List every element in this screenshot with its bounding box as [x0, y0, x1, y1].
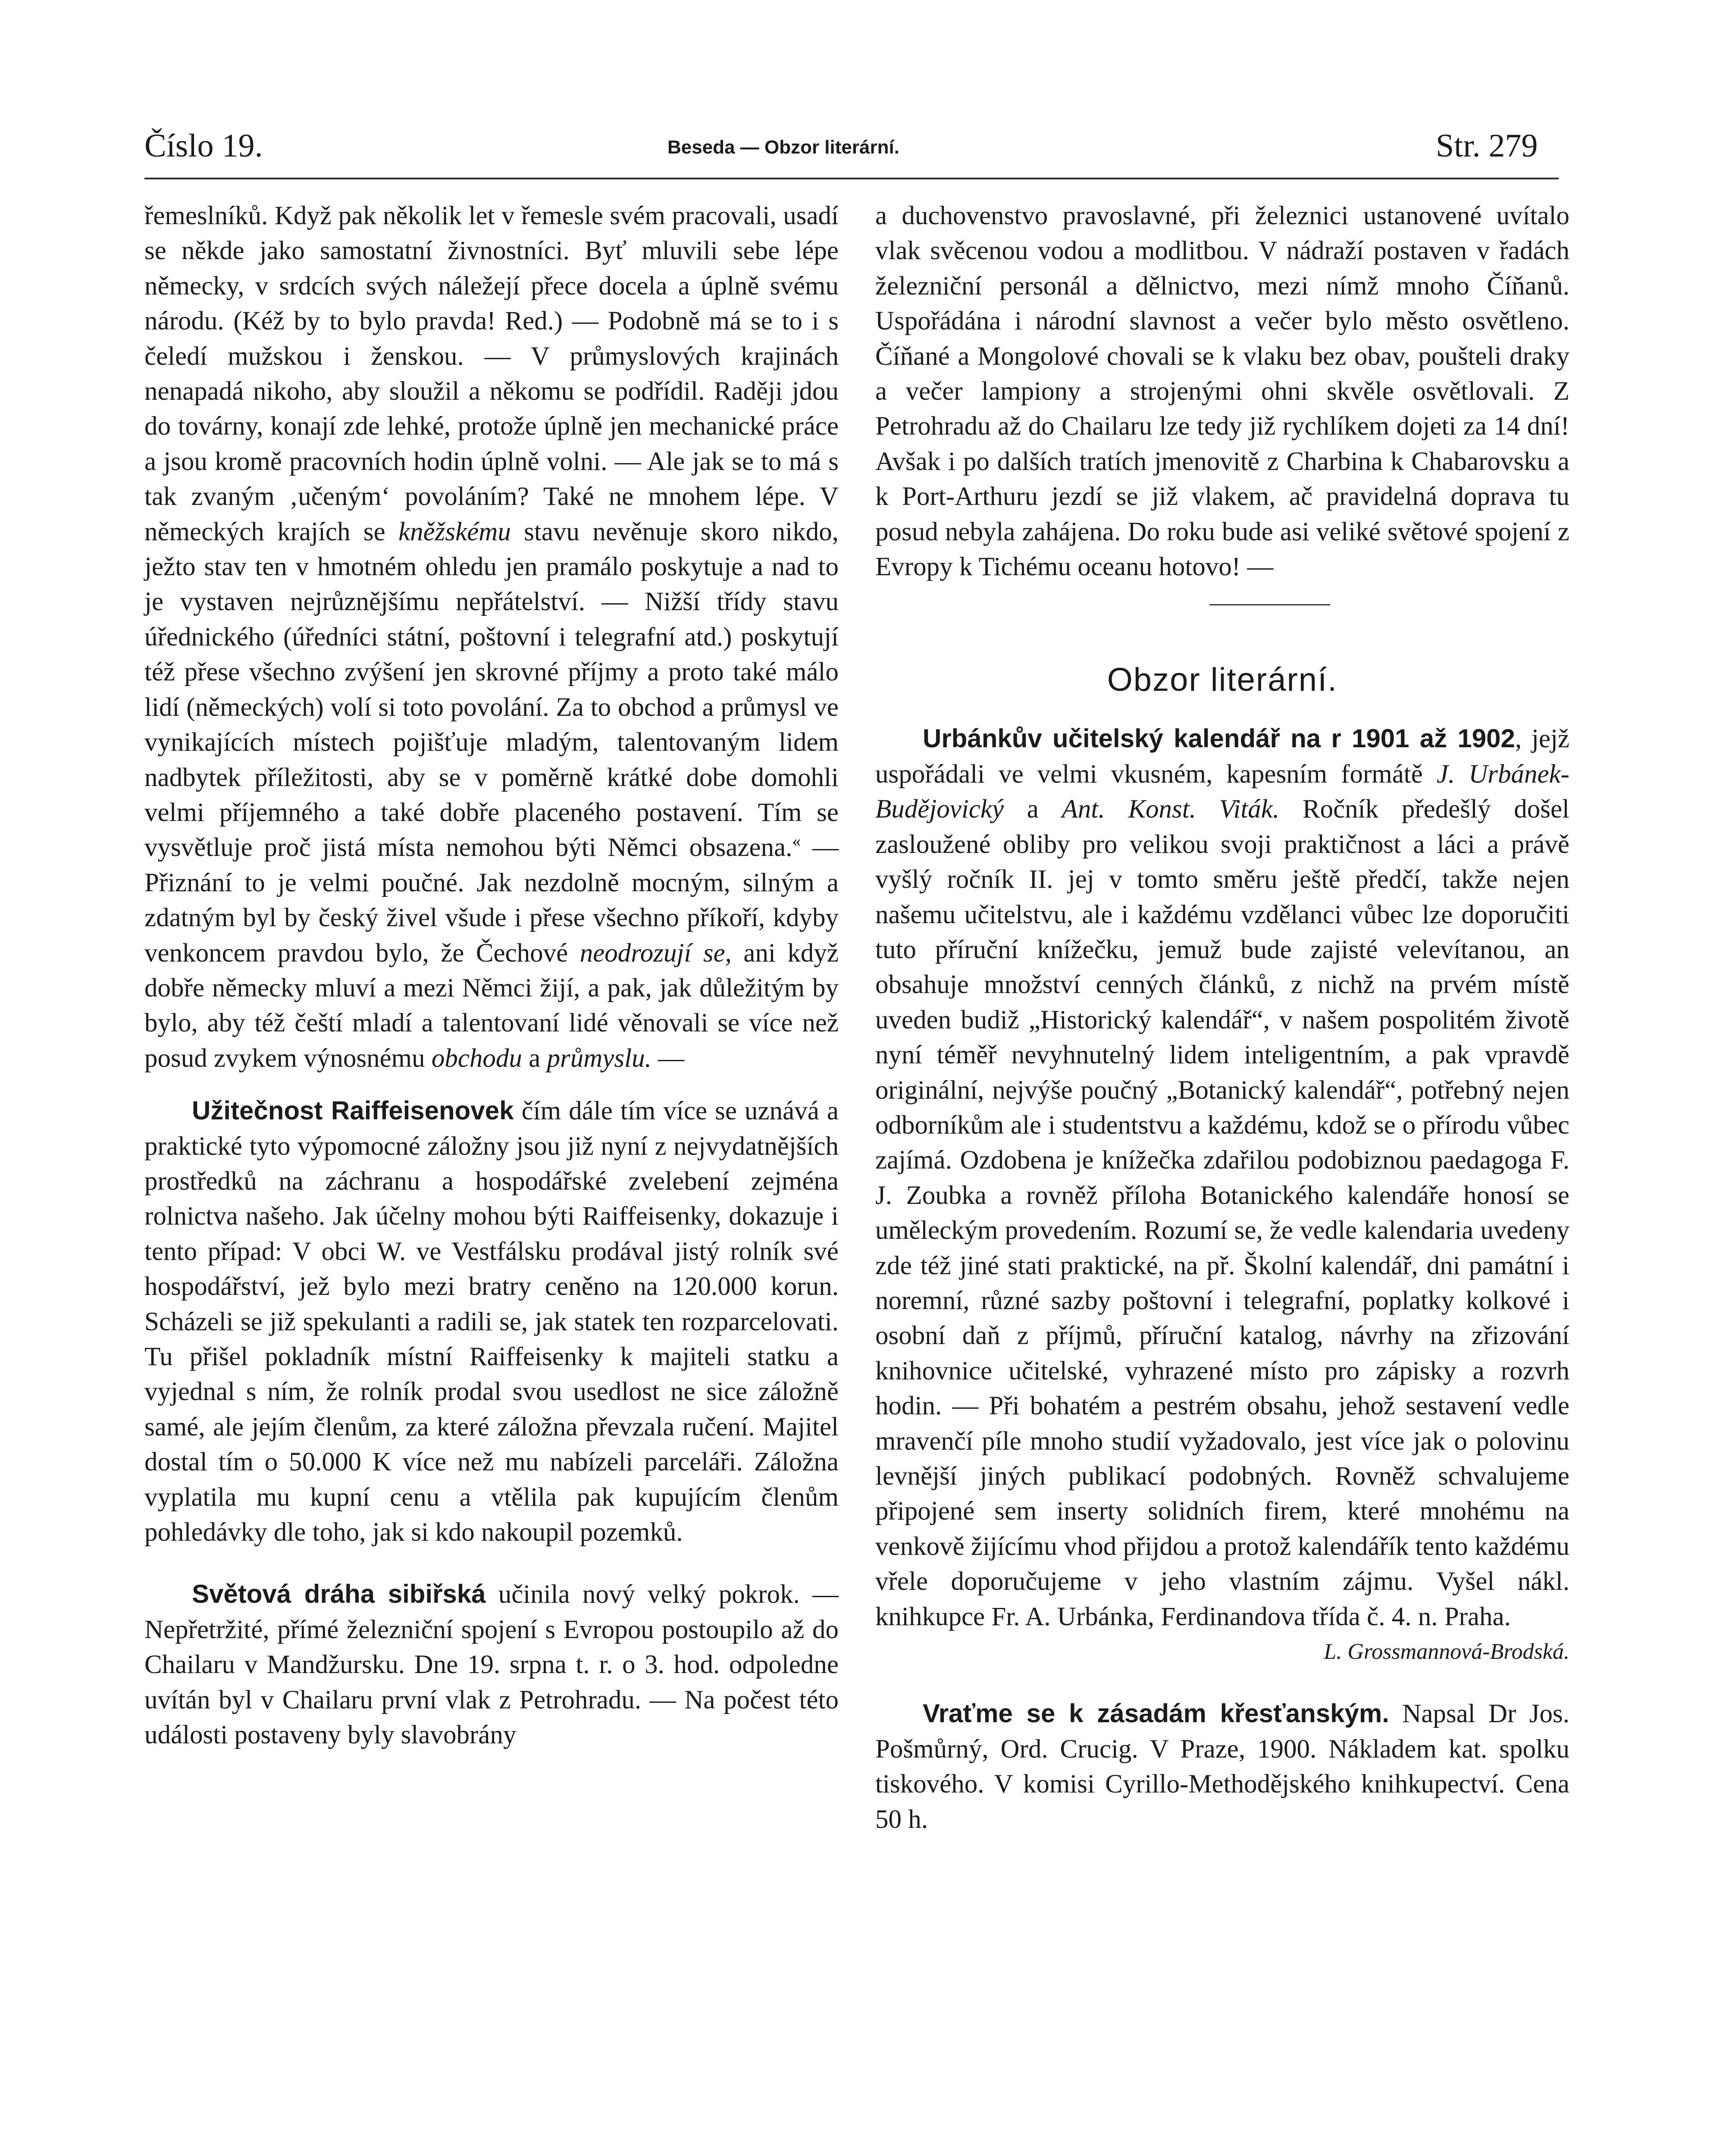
article-continuation	[144, 198, 839, 1076]
text-run: Napsal Dr Jos. Pošmůrný, Ord. Crucig. V Praze, 1900. Nákladem kat. spolku tiskového. V komisi Cyrillo-Methodějského knihkupectví. Cena 50 h.	[875, 1699, 1569, 1834]
text-run: Ročník předešlý došel zasloužené obliby pro velikou svoji praktičnost a láci a právě vyšlý ročník II. jej v tomto směru ještě předčí, takže nejen našemu učitelstvu, ale i každému vzdělanci vůbec lze doporučiti tuto příruční knížečku, jemuž bude zajisté velevítanou, an obsahuje množství cenných článků, z nichž na prvém místě uveden budiž „Historický kalendář“, v našem pospolitém životě nyní téměř nevyhnutelný lidem inteligentním, a pak vpravdě originální, nejvýše poučný „Botanický kalendář“, potřebný nejen odborníkům ale i studentstvu a každému, kdož se o přírodu vůbec zajímá. Ozdobena je knížečka zdařilou podobiznou paedagoga F. J. Zoubka a rovněž příloha Botanického kalendáře honosí se uměleckým provedením. Rozumí se, že vedle kalendaria uvedeny zde též jiné stati praktické, na př. Školní kalendář, dni památní i noremní, různé sazby poštovní i telegrafní, poplatky kolkové i osobní daň z příjmů, příruční katalog, návrhy na zřizování knihovnice učitelské, vyhrazené místo pro zápisky a rozvrh hodin. — Při bohatém a pestrém obsahu, jehož sestavení vedle mravenčí píle mnoho studií vyžadovalo, jest více jak o polovinu levnější jiných publikací podobných. Rovněž schvalujeme připojené sem inserty solidních firem, které mnohému na venkově žijícímu vhod přijdou a protož kalendářík tento každému vřele doporučujeme v jeho vlastním zájmu. Vyšel nákl. knihkupce Fr. A. Urbánka, Ferdinandova třída č. 4. n. Praha.	[875, 795, 1569, 1631]
text-run: učinila nový velký pokrok. — Nepřetržité, přímé železniční spojení s Evropou postoupilo až do Chailaru v Mandžursku. Dne 19. srpna t. r. o 3. hod. odpoledne uvítán byl v Chailaru první vlak z Petrohradu. — Na počest této události postaveny byly slavobrány	[144, 1580, 839, 1750]
paragraph-lead: Užitečnost Raiffeisenovek	[192, 1096, 514, 1125]
calendar-review	[875, 721, 1569, 1634]
text-run: stavu nevěnuje skoro nikdo, ježto stav ten v hmotném ohledu jen pramálo poskytuje a nad to je vystaven nejrůznějšímu nepřátelství. — Nižší třídy stavu úřednického (úředníci státní, poštovní i telegrafní atd.) poskytují též přese všechno zvýšení jen skrovné příjmy a proto také málo lidí (německých) volí si toto povolání. Za to obchod a průmysl ve vynikajících místech pojišťuje mladým, talentovaným lidem nadbytek příležitosti, aby se v poměrně krátké dobe domohli velmi příjemného a také dobře placeného postavení. Tím se vysvětluje proč jistá místa nemohou býti Němci obsazena.	[144, 517, 839, 862]
review-signature: L. Grossmannová-Brodská.	[1324, 1639, 1569, 1664]
emphasis: neodrozují se,	[579, 938, 732, 968]
issue-number: Číslo 19.	[144, 128, 263, 164]
text-run: řemeslníků. Když pak několik let v řemesle svém pracovali, usadí se někde jako samostatní živnostníci. Byť mluvili sebe lépe německy, v srdcích svých náležejí přece docela a úplně svému národu. (Kéž by to bylo pravda! Red.) — Podobně má se to i s čeledí mužskou i ženskou. — V průmyslových krajinách nenapadá nikoho, aby sloužil a někomu se podřídil. Raději jdou do továrny, konají zde lehké, protože úplně jen mechanické práce a jsou kromě pracovních hodin úplně volni. — Ale jak se to má s tak zvaným ‚učeným‘ povoláním? Také ne mnohem lépe. V německých krajích se	[144, 201, 839, 546]
text-run: — Přiznání to je velmi poučné. Jak nezdolně mocným, silným a zdatným byl by český živel všude i přese všechno příkoří, kdyby venkoncem pravdou bylo, že Čechové	[144, 833, 839, 968]
text-run: čím dále tím více se uznává a praktické tyto výpomocné záložny jsou již nyní z nejvydatnějších prostředků na záchranu a hospodářské zvelebení zejména rolnictva našeho. Jak účelny mohou býti Raiffeisenky, dokazuje i tento případ: V obci W. ve Vestfálsku prodával jistý rolník své hospodářství, jež bylo mezi bratry ceněno na 120.000 korun. Scházeli se již spekulanti a radili se, jak statek ten rozparcelovati. Tu přišel pokladník místní Raiffeisenky k majiteli statku a vyjednal s ním, že rolník prodal svou usedlost ne sice záložně samé, ale jejím členům, za které záložna převzala ručení. Majitel dostal tím o 50.000 K více než mu nabízeli parceláři. Záložna vyplatila mu kupní cenu a vtělila pak kupujícím členům pohledávky dle toho, jak si kdo nakoupil pozemků.	[144, 1097, 839, 1547]
section-title: Obzor literární.	[1107, 661, 1338, 699]
right-column	[875, 198, 1569, 1837]
emphasis: J. Urbánek-Budějovický	[875, 759, 1569, 824]
running-header: Beseda — Obzor literární.	[667, 137, 899, 158]
paragraph-lead: Světová dráha sibiřská	[192, 1579, 486, 1609]
siberian-railway-paragraph	[144, 1576, 839, 1752]
text-run: , jejž uspořádali ve velmi vkusném, kapesním formátě	[875, 724, 1570, 789]
header-rule	[144, 178, 1559, 179]
emphasis: průmyslu.	[547, 1044, 651, 1073]
emphasis: kněžskému	[398, 517, 511, 546]
text-run: ani když dobře německy mluví a mezi Němci žijí, a pak, jak důležitým by bylo, aby též čeští mladí a talentovaní lidé věnovali se více než posud zvykem výnosnému	[144, 938, 839, 1073]
emphasis: obchodu	[431, 1044, 522, 1073]
book-notice	[875, 1696, 1569, 1837]
left-column	[144, 198, 839, 1752]
footnote-mark: «	[792, 831, 801, 851]
text-run: —	[651, 1044, 685, 1073]
text-run: a	[522, 1044, 547, 1073]
paragraph-lead: Vraťme se k zásadám křesťanským.	[923, 1699, 1389, 1728]
page-number: Str. 279	[1436, 128, 1538, 164]
text-run: a	[1004, 795, 1062, 824]
raiffeisen-paragraph	[144, 1093, 839, 1550]
paragraph-lead: Urbánkův učitelský kalendář na r 1901 až 1902	[923, 724, 1515, 753]
section-divider	[1209, 604, 1330, 605]
emphasis: Ant. Konst. Viták.	[1062, 795, 1280, 824]
siberian-railway-continuation: a duchovenstvo pravoslavné, při železnici ustanovené uvítalo vlak svěcenou vodou a modlitbou. V nádraží postaven v řadách železniční personál a dělnictvo, mezi nímž mnoho Číňanů. Uspořádána i národní slavnost a večer bylo město osvětleno. Číňané a Mongolové chovali se k vlaku bez obav, poušteli draky a večer lampiony a strojenými ohni skvěle osvětlovali. Z Petrohradu až do Chailaru lze tedy již rychlíkem dojeti za 14 dní! Avšak i po dalších tratích jmenovitě z Charbina k Chabarovsku a k Port-Arthuru jezdí se již vlakem, ač pravidelná doprava tu posud nebyla zahájena. Do roku bude asi veliké světové spojení z Evropy k Tichému oceanu hotovo! —	[875, 201, 1569, 582]
